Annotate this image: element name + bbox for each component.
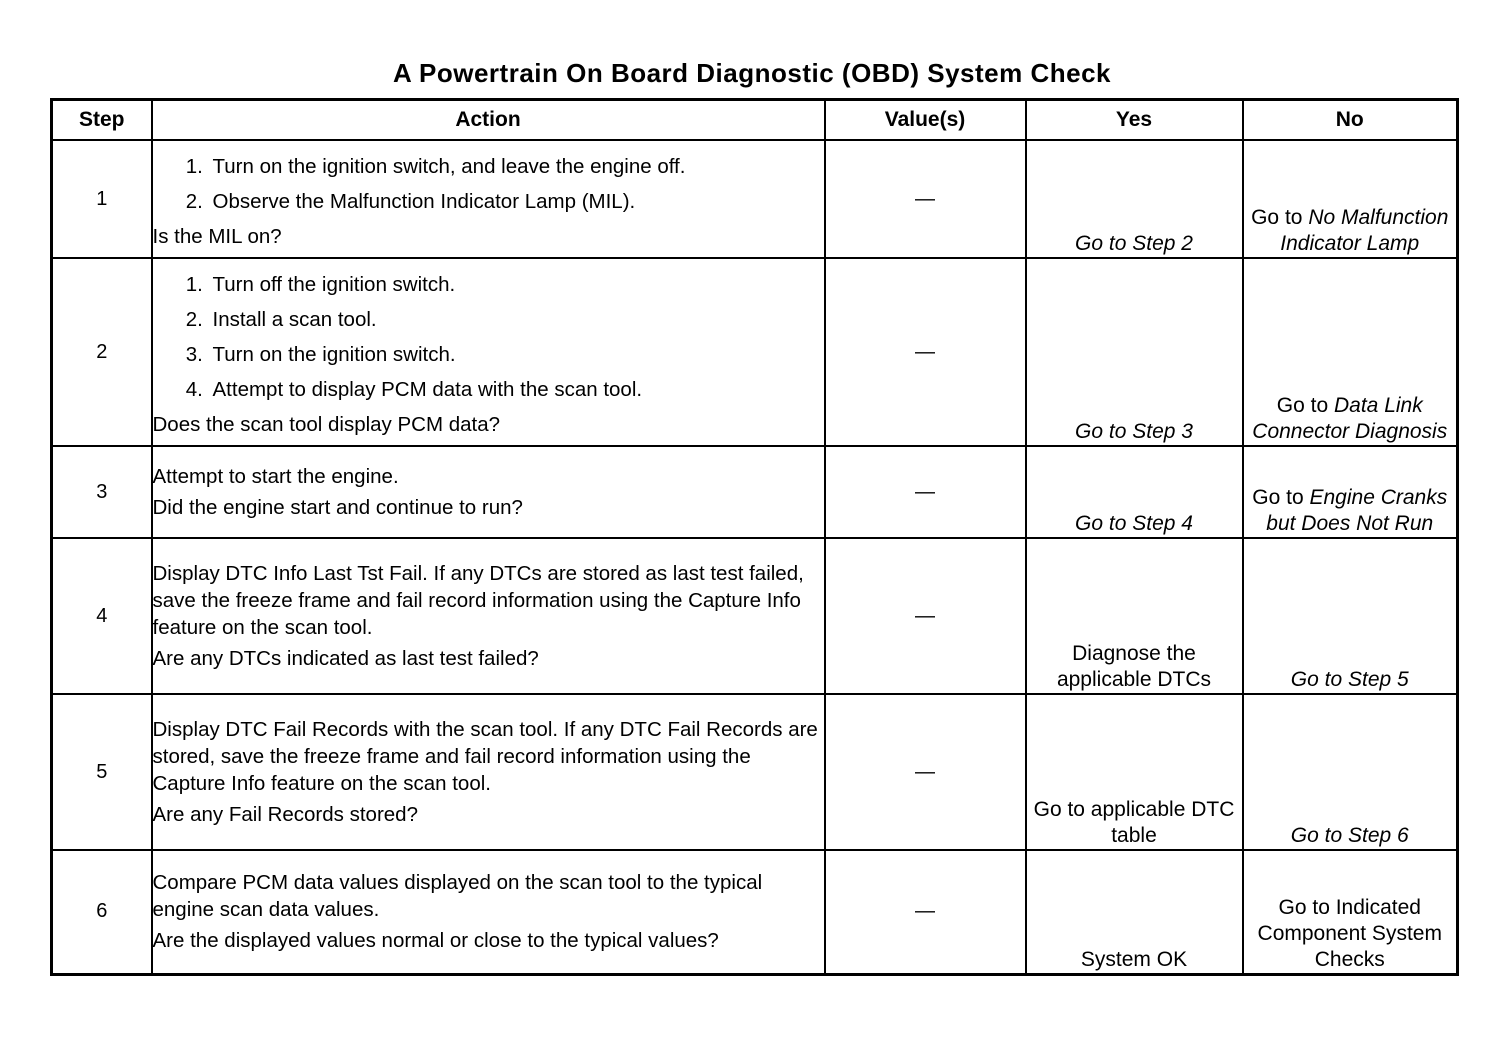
yes-result: Go to Step 2: [1026, 140, 1243, 258]
step-number: 2: [52, 258, 152, 446]
action-cell: [152, 258, 825, 446]
no-result: Go to Indicated Component System Checks: [1243, 850, 1458, 974]
table-row: [52, 850, 1458, 974]
yes-result: Diagnose the applicable DTCs: [1026, 538, 1243, 694]
yes-result: Go to applicable DTC table: [1026, 694, 1243, 850]
column-header-action: Action: [152, 100, 825, 141]
column-header-step: Step: [52, 100, 152, 141]
no-result-target: No Malfunction Indicator Lamp: [1280, 206, 1449, 255]
header-row: [52, 100, 1458, 141]
step-number: 4: [52, 538, 152, 694]
action-list: [153, 271, 824, 403]
action-question: Is the MIL on?: [152, 224, 282, 248]
value-cell: —: [825, 446, 1026, 538]
action-item: 2. Install a scan tool.: [209, 306, 824, 333]
action-item: 1. Turn on the ignition switch, and leave the engine off.: [209, 153, 824, 180]
action-cell: [152, 140, 825, 258]
yes-result: System OK: [1026, 850, 1243, 974]
action-cell: [152, 538, 825, 694]
column-header-no: No: [1243, 100, 1458, 141]
yes-result: Go to Step 4: [1026, 446, 1243, 538]
action-question: Are any Fail Records stored?: [152, 803, 418, 826]
value-cell: —: [825, 258, 1026, 446]
step-number: 1: [52, 140, 152, 258]
action-item: 2. Observe the Malfunction Indicator Lamp (MIL).: [209, 188, 824, 215]
action-text: Display DTC Fail Records with the scan tool. If any DTC Fail Records are stored, save the freeze frame and fail record information using the Capture Info feature on the scan tool.: [152, 718, 818, 795]
table-row: [52, 140, 1458, 258]
action-text: Display DTC Info Last Tst Fail. If any DTCs are stored as last test failed, save the freeze frame and fail record information using the Capture Info feature on the scan tool.: [152, 562, 804, 639]
yes-result: Go to Step 3: [1026, 258, 1243, 446]
value-cell: —: [825, 694, 1026, 850]
action-item: 3. Turn on the ignition switch.: [209, 341, 824, 368]
value-cell: —: [825, 538, 1026, 694]
action-item: 4. Attempt to display PCM data with the scan tool.: [209, 376, 824, 403]
table-row: [52, 538, 1458, 694]
no-result: [1243, 140, 1458, 258]
action-text: Attempt to start the engine.: [152, 465, 399, 488]
no-result-target: Data Link Connector Diagnosis: [1252, 394, 1448, 443]
no-result: [1243, 446, 1458, 538]
action-question: Does the scan tool display PCM data?: [152, 412, 501, 436]
diagnostic-table: [50, 98, 1459, 976]
action-question: Did the engine start and continue to run?: [152, 496, 523, 519]
no-result: Go to Step 5: [1243, 538, 1458, 694]
no-result-prefix: Go to: [1276, 394, 1329, 417]
value-cell: —: [825, 140, 1026, 258]
table-row: [52, 694, 1458, 850]
action-cell: [152, 850, 825, 974]
no-result-target: Engine Cranks but Does Not Run: [1266, 486, 1448, 535]
no-result: Go to Step 6: [1243, 694, 1458, 850]
step-number: 3: [52, 446, 152, 538]
value-cell: —: [825, 850, 1026, 974]
table-row: [52, 258, 1458, 446]
action-list: [153, 153, 824, 215]
no-result-prefix: Go to: [1252, 486, 1304, 509]
action-question: Are any DTCs indicated as last test failed?: [152, 647, 539, 670]
action-question: Are the displayed values normal or close to the typical values?: [152, 929, 719, 953]
table-row: [52, 446, 1458, 538]
step-number: 6: [52, 850, 152, 974]
no-result: [1243, 258, 1458, 446]
no-result-prefix: Go to: [1251, 206, 1303, 229]
action-cell: [152, 446, 825, 538]
column-header-values: Value(s): [825, 100, 1026, 141]
action-cell: [152, 694, 825, 850]
action-text: Compare PCM data values displayed on the scan tool to the typical engine scan data values.: [152, 871, 763, 922]
column-header-yes: Yes: [1026, 100, 1243, 141]
step-number: 5: [52, 694, 152, 850]
page-title: A Powertrain On Board Diagnostic (OBD) System Check: [392, 58, 1111, 88]
action-item: 1. Turn off the ignition switch.: [209, 271, 824, 298]
